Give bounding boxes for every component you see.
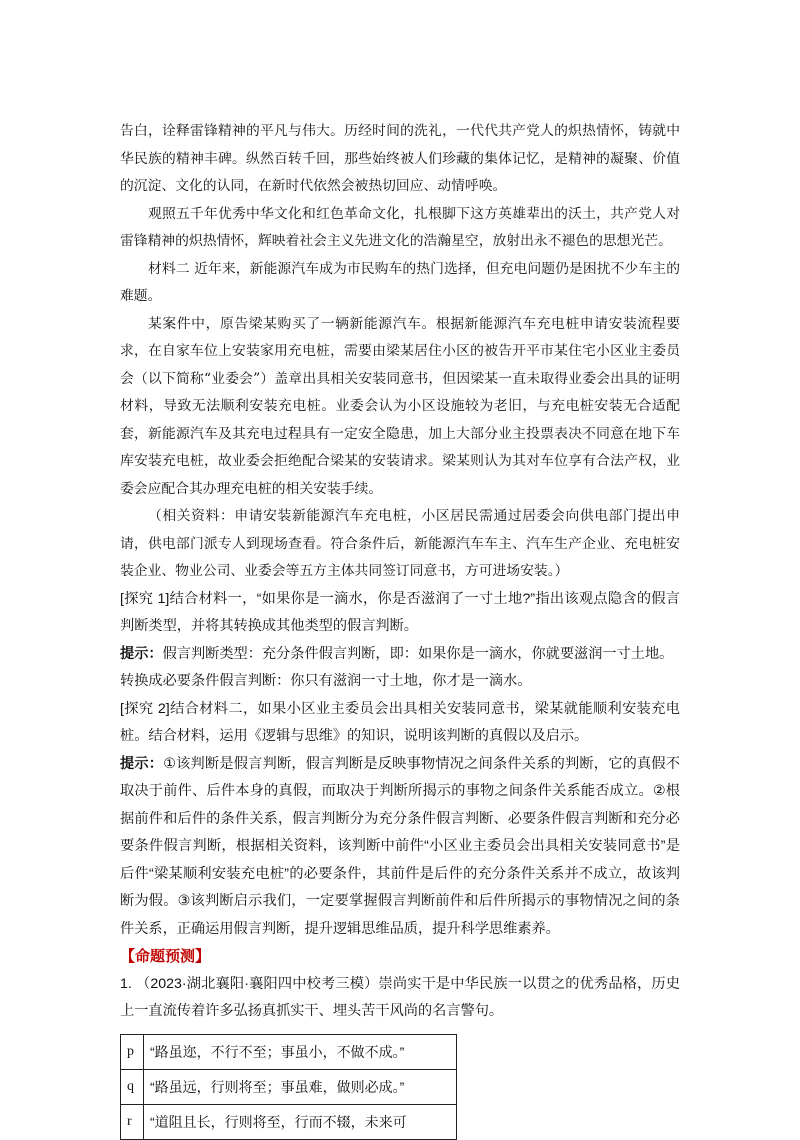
row-quote: “路虽迩，不行不至；事虽小，不做不成。” [144, 1034, 457, 1069]
exercise-item-1 [120, 971, 680, 1026]
row-key: r [121, 1104, 144, 1139]
paragraph-2: 观照五千年优秀中华文化和红色革命文化，扎根脚下这方英雄辈出的沃土，共产党人对雷锋精神的炽热情怀，辉映着社会主义先进文化的浩瀚星空，放射出永不褪色的思想光芒。 [120, 205, 680, 249]
answer-1-line-1: 假言判断类型：充分条件假言判断，即：如果你是一滴水，你就要滋润一寸土地。 [162, 645, 674, 662]
paragraph-1: 告白，诠释雷锋精神的平凡与伟大。历经时间的洗礼，一代代共产党人的炽热情怀，铸就中华民族的精神丰碑。纵然百转千回，那些始终被人们珍藏的集体记忆，是精神的凝聚、价值的沉淀、文化的认同，在新时代依然会被热切回应、动情呼唤。 [120, 123, 680, 194]
answer-1 [120, 641, 680, 696]
row-quote: “路虽远，行则将至；事虽难，做则必成。” [144, 1069, 457, 1104]
answer-2-text: ①该判断是假言判断，假言判断是反映事物情况之间条件关系的判断，它的真假不取决于前件、后件本身的真假，而取决于判断所揭示的事物之间条件关系能否成立。②根据前件和后件的条件关系，假言判断分为充分条件假言判断、必要条件假言判断和充分必要条件假言判断，根据相关资料，该判断中前件“小区业主委员会出具相关安装同意书”是后件“梁某顺利安装充电桩”的必要条件，其前件是后件的充分条件关系并不成立，故该判断为假。③该判断启示我们，一定要掌握假言判断前件和后件所揭示的事物情况之间的条件关系，正确运用假言判断，提升逻辑思维品质，提升科学思维素养。 [120, 755, 680, 937]
question-1-text: 结合材料一，“如果你是一滴水，你是否滋润了一寸土地?”指出该观点隐含的假言判断类型，并将其转换成其他类型的假言判断。 [120, 590, 680, 634]
row-key: q [121, 1069, 144, 1104]
question-1-label: [探究 1] [120, 590, 170, 607]
paragraph-material-2: 材料二 近年来，新能源汽车成为市民购车的热门选择，但充电问题仍是困扰不少车主的难题。 [120, 260, 680, 304]
question-1 [120, 586, 680, 641]
table-row [121, 1034, 457, 1069]
table-row [121, 1104, 457, 1139]
document-page [120, 118, 680, 1140]
row-key: p [121, 1034, 144, 1069]
answer-1-line-2: 转换成必要条件假言判断：你只有滋润一寸土地，你才是一滴水。 [120, 673, 532, 689]
question-2-text: 结合材料二，如果小区业主委员会出具相关安装同意书，梁某就能顺利安装充电桩。结合材料，运用《逻辑与思维》的知识，说明该判断的真假以及启示。 [120, 700, 680, 744]
exercise-number: 1. [120, 975, 132, 992]
exercise-text: （2023·湖北襄阳·襄阳四中校考三模）崇尚实干是中华民族一以贯之的优秀品格，历史上一直流传着许多弘扬真抓实干、埋头苦干风尚的名言警句。 [120, 975, 680, 1019]
question-2-label: [探究 2] [120, 700, 170, 717]
row-quote: “道阻且长，行则将至，行而不辍，未来可 [144, 1104, 457, 1139]
answer-1-label: 提示： [120, 645, 163, 662]
answer-2-label: 提示： [120, 755, 164, 772]
table-row [121, 1069, 457, 1104]
question-2 [120, 696, 680, 751]
paragraph-case: 某案件中，原告梁某购买了一辆新能源汽车。根据新能源汽车充电桩申请安装流程要求，在自家车位上安装家用充电桩，需要由梁某居住小区的被告开平市某住宅小区业主委员会（以下简称“业委会”）盖章出具相关安装同意书，但因梁某一直未取得业委会出具的证明材料，导致无法顺利安装充电桩。业委会认为小区设施较为老旧，与充电桩安装无合适配套，新能源汽车及其充电过程具有一定安全隐患，加上大部分业主投票表决不同意在地下车库安装充电桩，故业委会拒绝配合梁某的安装请求。梁某则认为其对车位享有合法产权，业委会应配合其办理充电桩的相关安装手续。 [120, 315, 680, 497]
answer-2 [120, 751, 680, 944]
section-title: 【命题预测】 [120, 947, 211, 965]
paragraph-related-info: （相关资料：申请安装新能源汽车充电桩，小区居民需通过居委会向供电部门提出申请，供电部门派专人到现场查看。符合条件后，新能源汽车车主、汽车生产企业、充电桩安装企业、物业公司、业委会等五方主体共同签订同意书，方可进场安装。） [120, 508, 680, 579]
quote-table [120, 1034, 457, 1140]
